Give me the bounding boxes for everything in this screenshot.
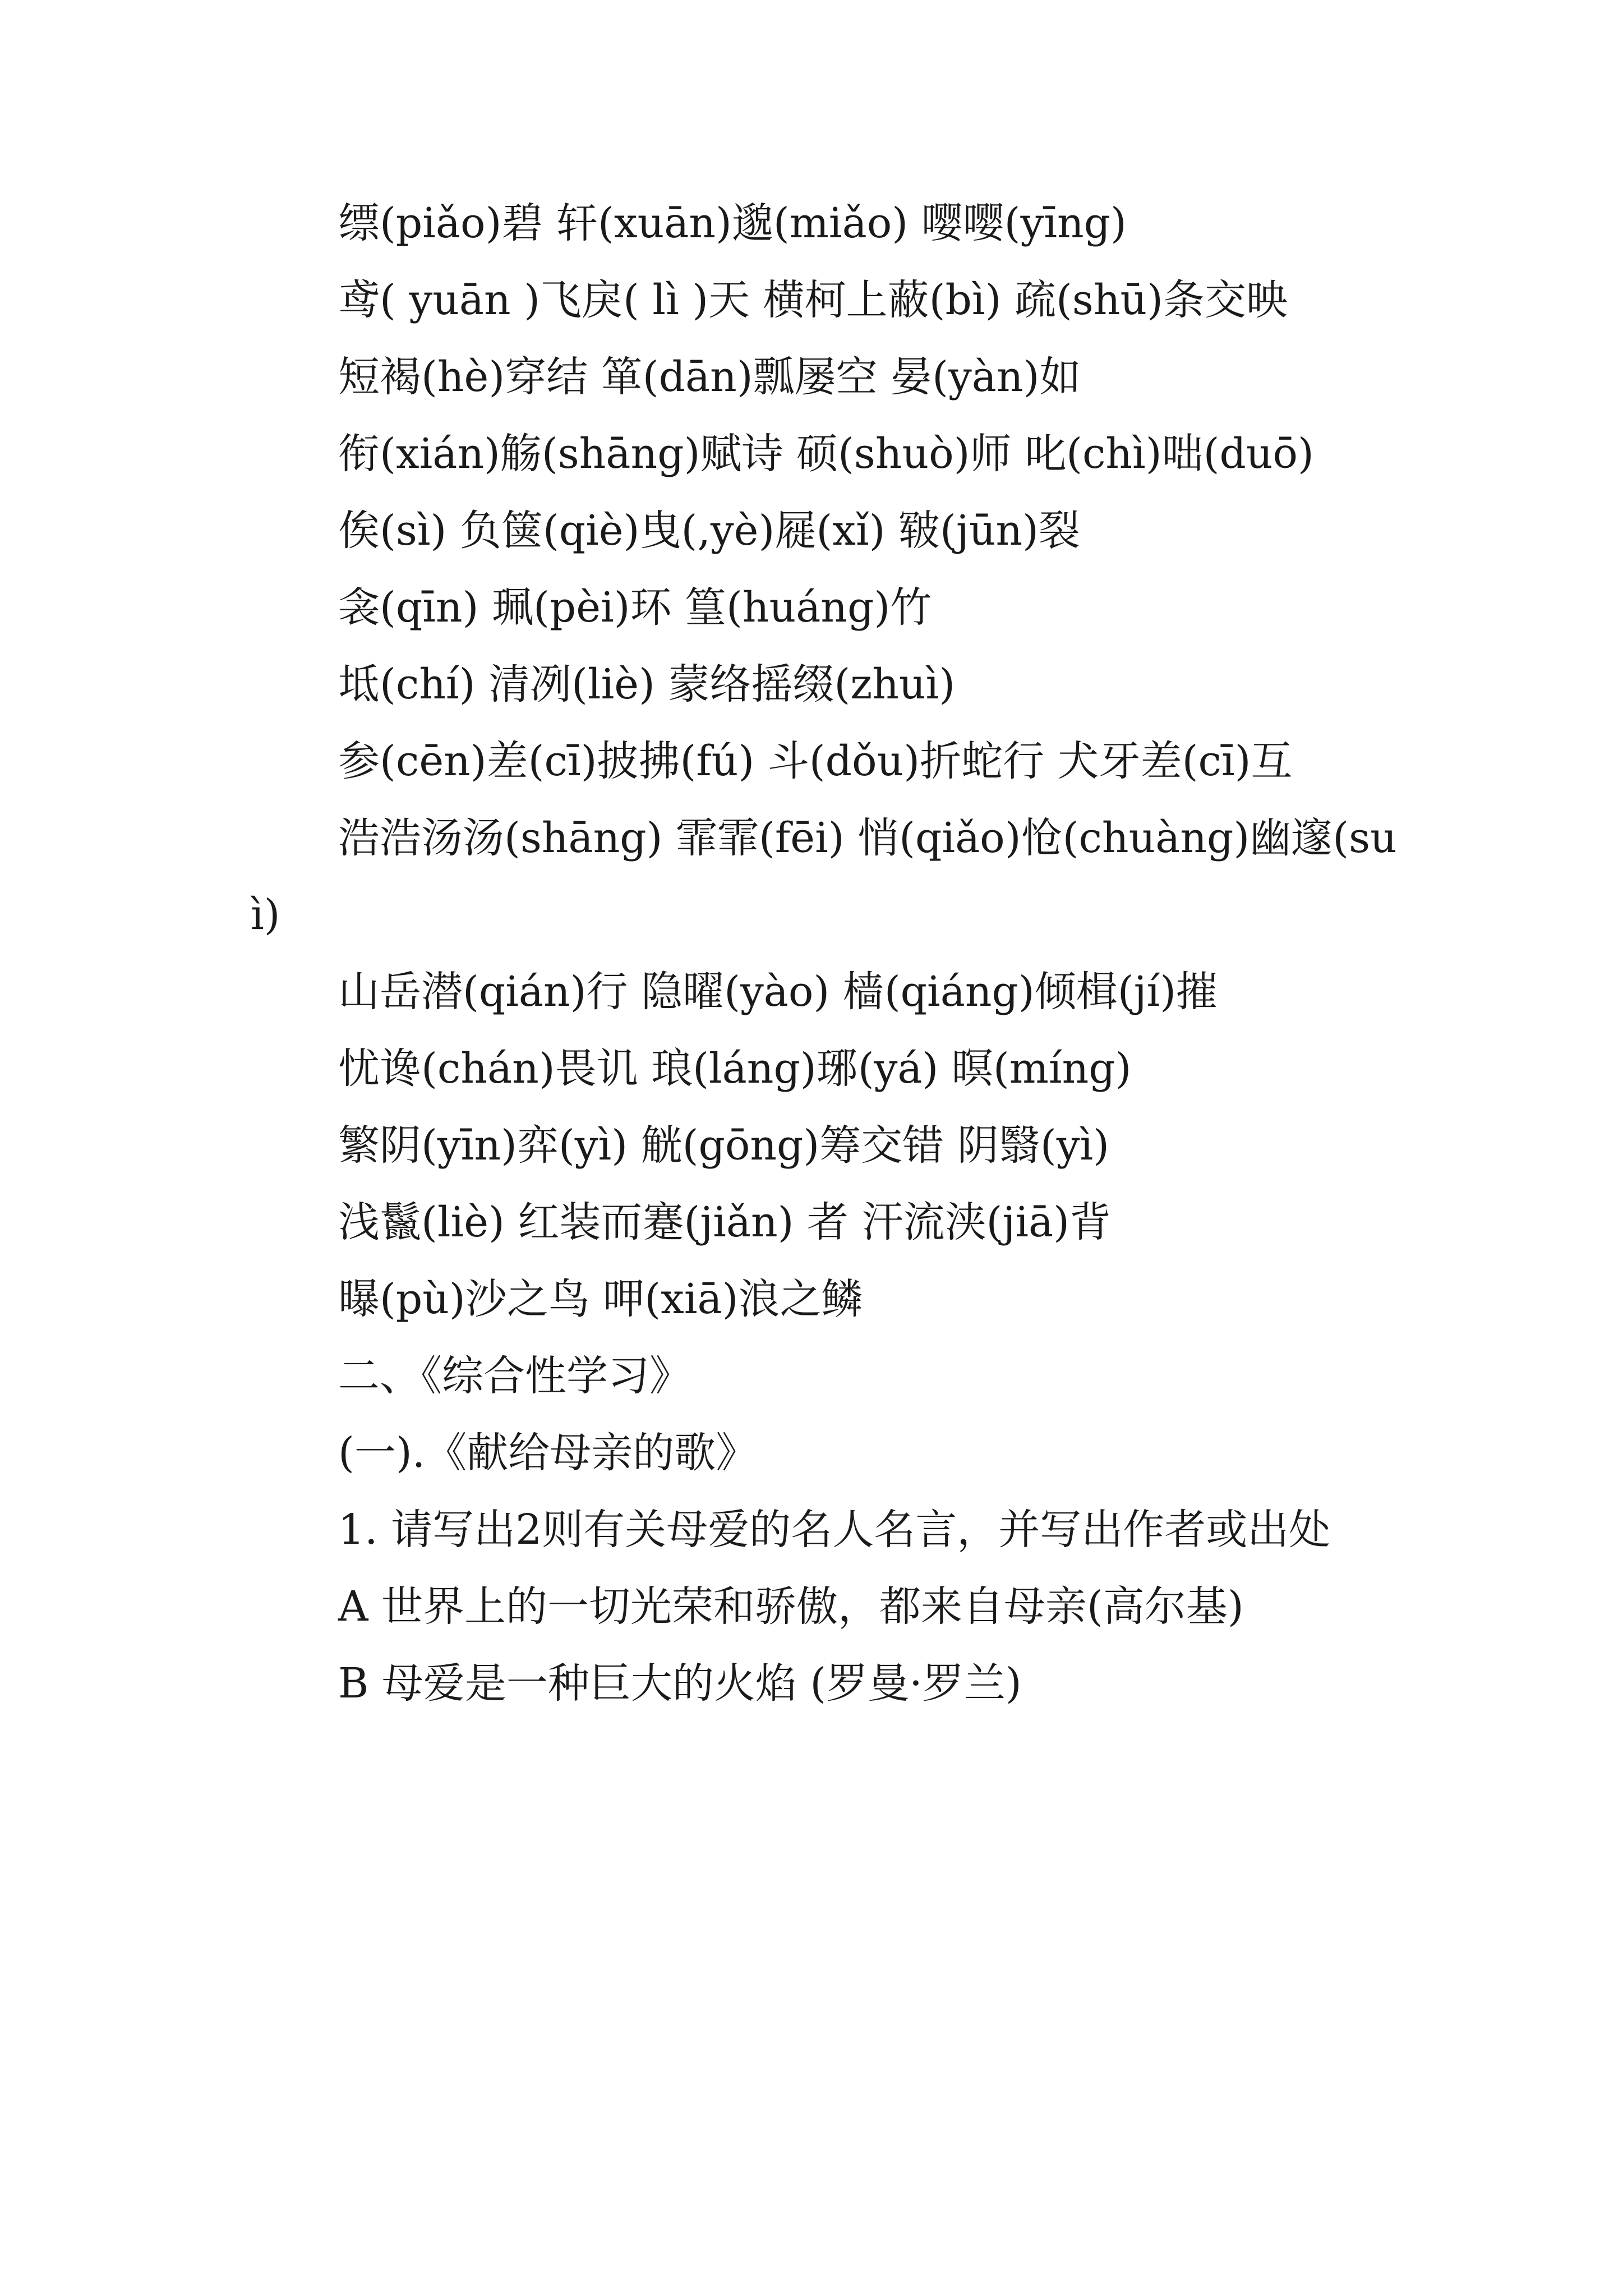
paragraph-pinyin-8: 参(cēn)差(cī)披拂(fú) 斗(dǒu)折蛇行 犬牙差(cī)互 (338, 737, 1293, 785)
answer-b: B 母爱是一种巨大的火焰 (罗曼·罗兰) (338, 1659, 1022, 1708)
paragraph-pinyin-3: 短褐(hè)穿结 箪(dān)瓢屡空 晏(yàn)如 (338, 353, 1081, 401)
paragraph-pinyin-2: 鸢( yuān )飞戾( lì )天 横柯上蔽(bì) 疏(shū)条交映 (338, 276, 1288, 324)
section-heading: 二、《综合性学习》 (338, 1352, 691, 1400)
paragraph-pinyin-11: 忧谗(chán)畏讥 琅(láng)琊(yá) 暝(míng) (338, 1045, 1132, 1093)
paragraph-pinyin-1: 缥(piǎo)碧 轩(xuān)邈(miǎo) 嘤嘤(yīng) (338, 199, 1127, 247)
paragraph-pinyin-14: 曝(pù)沙之鸟 呷(xiā)浪之鳞 (338, 1275, 863, 1323)
document-body (251, 185, 1400, 1722)
answer-a: A 世界上的一切光荣和骄傲，都来自母亲(高尔基) (338, 1582, 1244, 1631)
paragraph-pinyin-7: 坻(chí) 清冽(liè) 蒙络摇缀(zhuì) (338, 660, 956, 708)
paragraph-pinyin-4: 衔(xián)觞(shāng)赋诗 硕(shuò)师 叱(chì)咄(duō) (338, 430, 1314, 478)
paragraph-pinyin-13: 浅鬣(liè) 红装而蹇(jiǎn) 者 汗流浃(jiā)背 (338, 1198, 1112, 1246)
paragraph-pinyin-6: 衾(qīn) 珮(pèi)环 篁(huáng)竹 (338, 583, 932, 632)
paragraph-pinyin-10: 山岳潜(qián)行 隐曜(yào) 樯(qiáng)倾楫(jí)摧 (338, 968, 1218, 1016)
paragraph-pinyin-9: 浩浩汤汤(shāng) 霏霏(fēi) 悄(qiǎo)怆(chuàng)幽邃(suì) (251, 814, 1397, 939)
paragraph-pinyin-12: 繁阴(yīn)弈(yì) 觥(gōng)筹交错 阴翳(yì) (338, 1121, 1110, 1170)
paragraph-pinyin-5: 俟(sì) 负箧(qiè)曳(,yè)屣(xǐ) 皲(jūn)裂 (338, 507, 1081, 555)
question-text: 1. 请写出2则有关母爱的名人名言，并写出作者或出处 (338, 1506, 1331, 1554)
subsection-heading: (一).《献给母亲的歌》 (338, 1429, 758, 1477)
